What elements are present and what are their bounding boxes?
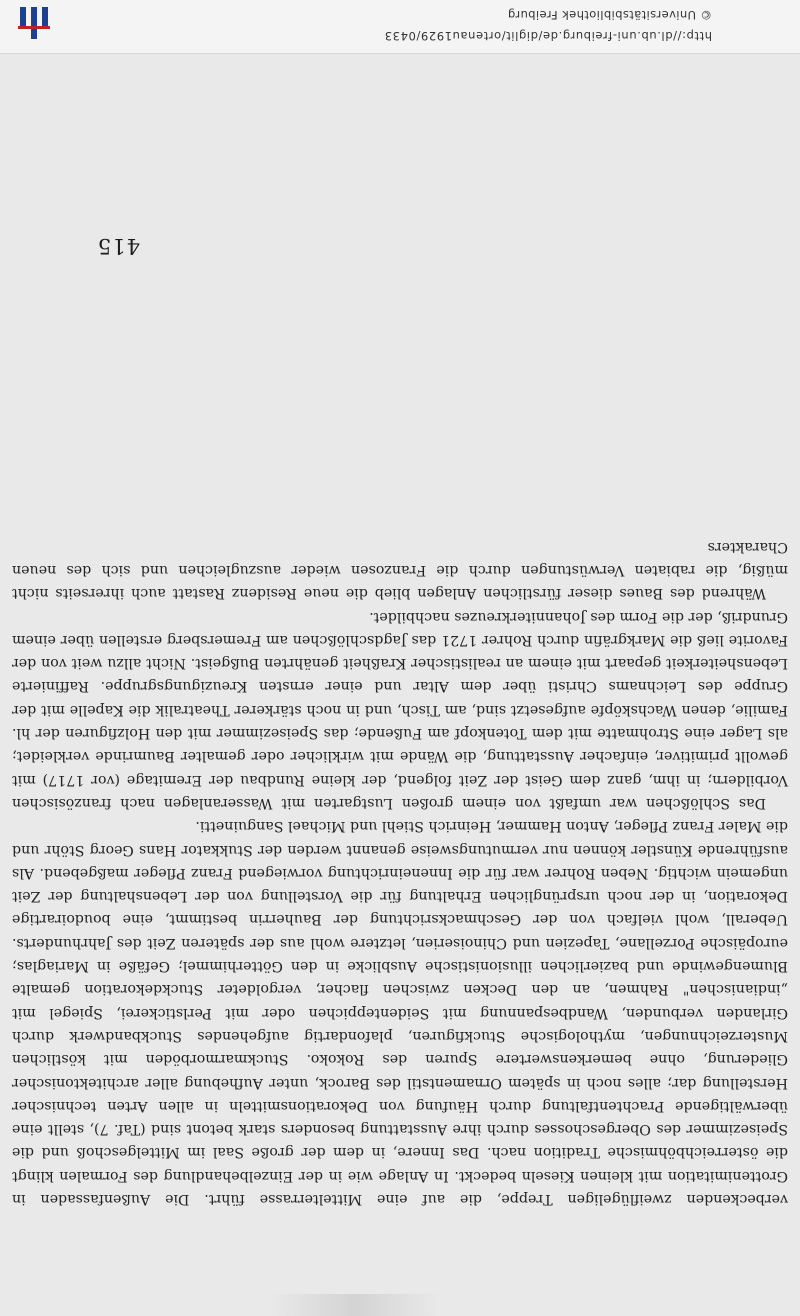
ub-freiburg-logo-icon — [14, 3, 54, 43]
page-number: 415 — [96, 234, 140, 258]
body-text — [12, 534, 788, 1210]
scan-smudge — [270, 1294, 440, 1316]
paragraph: Das Schlößchen war umfaßt von einem großen Lustgarten mit Wasseranlagen nach französischen Vorbildern; in ihm, ganz dem Geist der Zeit folgend, der kleine Rundbau der Eremitage (vor 1717) mit gewollt primitiver, einfacher Ausstattung, die Wände mit wirklicher oder gemalter Baumrinde verkleidet; als Lager eine Strohmatte mit dem Totenkopf am Fußende; das Speisezimmer mit den Holzfiguren der hl. Familie, denen Wachsköpfe aufgesetzt sind, am Tisch, und in noch stärkerer Theatralik die Kapelle mit der Gruppe des Leichnams Christi über dem Altar und einer ernsten Kreuzigungsgruppe. Raffinierte Lebensheiterkeit gepaart mit einem an realistischer Kraßheit genährten Bußgeist. Nicht allzu weit von der Favorite ließ die Markgräfin durch Rohrer 1721 das Jagdschlößchen am Fremersberg erstellen über einem Grundriß, der die Form des Johanniterkreuzes nachbildet. — [12, 608, 788, 811]
paragraph: Während des Baues dieser fürstlichen Anlagen blieb die neue Residenz Rastatt auch ihrerseits nicht müßig, die rabiaten Verwüstungen durch die Franzosen wieder auszugleichen und sich des neuen Charakters — [12, 538, 788, 602]
header-bar — [0, 0, 800, 54]
copyright-notice: © Universitätsbibliothek Freiburg — [507, 8, 712, 22]
source-url[interactable]: http://dl.ub.uni-freiburg.de/diglit/ortenau1929/0433 — [384, 29, 712, 43]
paragraph: verbeckenden zweiflügeligen Treppe, die auf eine Mittelterrasse führt. Die Außenfassaden in Grottenimitation mit kleinen Kieseln bedeckt. In Anlage wie in der Einzelbehandlung des Formalen klingt die österreichböhmische Tradition nach. Das Innere, in dem der große Saal im Mittelgeschoß und die Speisezimmer des Obergeschosses durch ihre Ausstattung besonders stark betont sind (Taf. 7), stellt eine überwältigende Prachtentfaltung durch Häufung von Dekorationsmitteln in allen Arten technischer Herstellung dar; alles noch in spätem Ornamentstil des Barock, unter Aufhebung aller architektonischer Gliederung, ohne bemerkenswertere Spuren des Rokoko. Stuckmarmorböden mit köstlichen Musterzeichnungen, mythologische Stuckfiguren, plafondartig aufgehendes Stuckbandwerk durch Girlanden verbunden, Wandbespannung mit Seidenteppichen oder mit Perlstickerei, Spiegel mit „indianischen" Rahmen, an den Decken zwischen flacher, vergoldeter Stuckdekoration gemalte Blumengewinde und bazierlichen illusionistische Ausblicke in den Götterhimmel; Gefäße in Mariaglas; europäische Porzellane, Tapezien und Chinoiserien, letztere wohl aus der späteren Zeit des Jahrhunderts. Ueberall, wohl vielfach von der Geschmacksrichtung der Bauherrin bestimmt, eine boudoirartige Dekoration, in der noch ursprünglichen Erhaltung für die Vorstellung von der Lebenshaltung der Zeit ungemein wichtig. Neben Rohrer war für die Inneneinrichtung vorwiegend Franz Pfleger maßgebend. Als ausführende Künstler können nur vermutungsweise genannt werden der Stukkator Hans Georg Stöhr und die Maler Franz Pfleger, Anton Hammer, Heinrich Stiehl und Michael Sanguinetti. — [12, 818, 788, 1207]
